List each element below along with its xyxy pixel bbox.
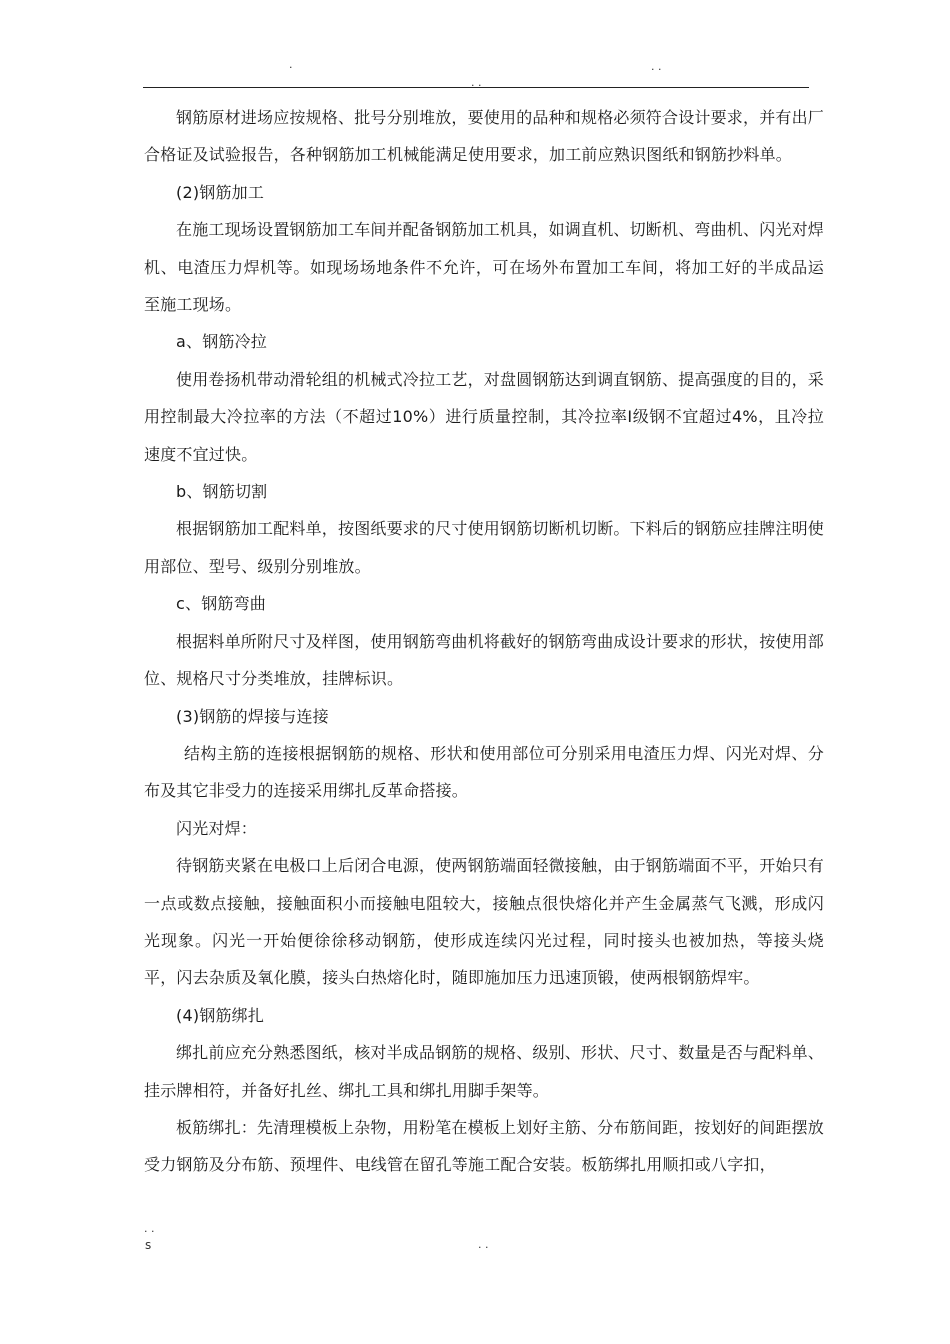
heading-cutting: b、钢筋切割 (176, 482, 268, 502)
footer-mark-left: s (145, 1238, 152, 1252)
paragraph-cold-drawing: 使用卷扬机带动滑轮组的机械式冷拉工艺，对盘圆钢筋达到调直钢筋、提高强度的目的，采用控制最大冷拉率的方法（不超过10%）进行质量控制，其冷拉率Ⅰ级钢不宜超过4%，且冷拉速度不宜过快。 (144, 369, 825, 464)
paragraph-rebar-storage: 钢筋原材进场应按规格、批号分别堆放，要使用的品种和规格必须符合设计要求，并有出厂合格证及试验报告，各种钢筋加工机械能满足使用要求，加工前应熟识图纸和钢筋抄料单。 (144, 108, 825, 165)
paragraph-bending: 根据料单所附尺寸及样图，使用钢筋弯曲机将截好的钢筋弯曲成设计要求的形状，按使用部位、规格尺寸分类堆放，挂牌标识。 (144, 631, 825, 689)
header-mark-right: . . (651, 60, 662, 73)
header-mark-left: . (289, 58, 293, 71)
paragraph-binding-preparation: 绑扎前应充分熟悉图纸，核对半成品钢筋的规格、级别、形状、尺寸、数量是否与配料单、挂示牌相符，并备好扎丝、绑扎工具和绑扎用脚手架等。 (144, 1043, 825, 1100)
heading-bending: c、钢筋弯曲 (176, 594, 266, 614)
heading-welding-connection: (3)钢筋的焊接与连接 (176, 706, 329, 726)
header-mark-center: . . (471, 76, 482, 89)
paragraph-flash-butt-welding: 待钢筋夹紧在电极口上后闭合电源，使两钢筋端面轻微接触，由于钢筋端面不平，开始只有一点或数点接触，接触面积小而接触电阻较大，接触点很快熔化并产生金属蒸气飞溅，形成闪光现象。闪光一开始便徐徐移动钢筋，使形成连续闪光过程，同时接头也被加热，等接头烧平，闪去杂质及氧化膜，接头白热熔化时，随即施加压力迅速顶锻，使两根钢筋焊牢。 (144, 856, 825, 988)
header-rule (143, 87, 809, 88)
heading-cold-drawing: a、钢筋冷拉 (176, 332, 268, 352)
footer-mark-top-left: . . (144, 1222, 155, 1235)
paragraph-processing-workshop: 在施工现场设置钢筋加工车间并配备钢筋加工机具，如调直机、切断机、弯曲机、闪光对焊机、电渣压力焊机等。如现场场地条件不允许，可在场外布置加工车间，将加工好的半成品运至施工现场。 (144, 220, 825, 315)
heading-flash-butt-welding: 闪光对焊： (176, 818, 258, 838)
heading-rebar-binding: (4)钢筋绑扎 (176, 1005, 265, 1025)
page-body (144, 99, 824, 1184)
paragraph-cutting: 根据钢筋加工配料单，按图纸要求的尺寸使用钢筋切断机切断。下料后的钢筋应挂牌注明使用部位、型号、级别分别堆放。 (144, 519, 825, 576)
paragraph-slab-binding: 板筋绑扎：先清理模板上杂物，用粉笔在模板上划好主筋、分布筋间距，按划好的间距摆放受力钢筋及分布筋、预埋件、电线管在留孔等施工配合安装。板筋绑扎用顺扣或八字扣， (144, 1117, 825, 1175)
heading-rebar-processing: (2)钢筋加工 (176, 182, 265, 202)
footer-mark-center: . . (478, 1238, 489, 1251)
paragraph-welding-connection: 结构主筋的连接根据钢筋的规格、形状和使用部位可分别采用电渣压力焊、闪光对焊、分布及其它非受力的连接采用绑扎反革命搭接。 (144, 743, 824, 801)
